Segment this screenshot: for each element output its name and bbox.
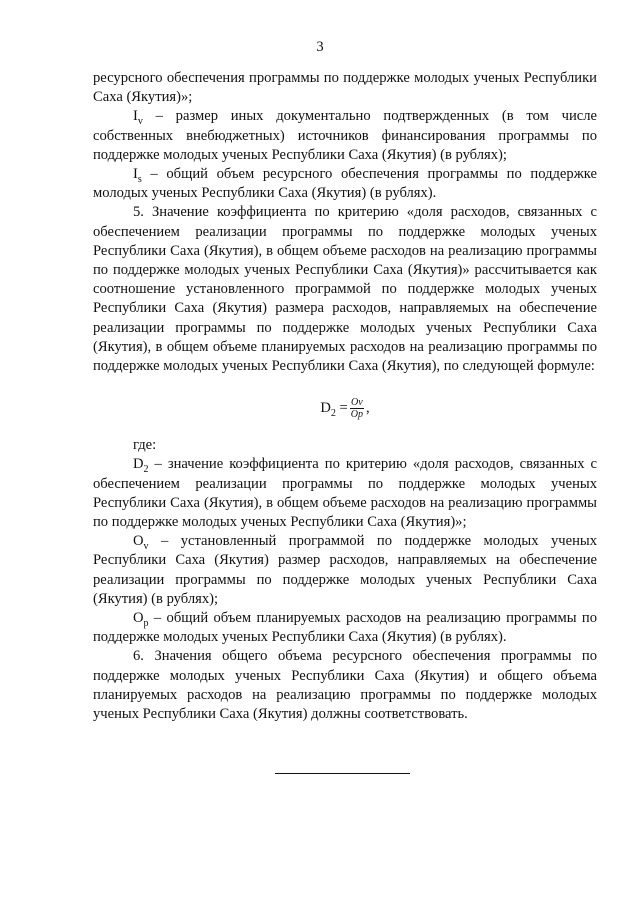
symbol-d: D: [133, 456, 144, 473]
definition-ov: [93, 532, 597, 609]
definition-is-text: – общий объем ресурсного обеспечения программы по поддержке молодых ученых Республики Саха (Якутия) (в рублях).: [93, 166, 597, 202]
page-number: 3: [316, 39, 324, 55]
symbol-o: O: [133, 610, 144, 627]
formula-tail: ,: [366, 400, 370, 417]
end-separator-line: [275, 773, 410, 774]
definition-ov-text: – установленный программой по поддержке молодых ученых Республики Саха (Якутия) размер расходов, направляемых на обеспечение реализации программы по поддержке молодых ученых Республики Саха (Якутия) (в рублях);: [93, 533, 597, 607]
symbol-i: I: [133, 108, 138, 125]
definition-op: [93, 609, 597, 647]
formula-numerator: Ov: [351, 397, 363, 409]
formula-denominator: Op: [350, 409, 363, 421]
paragraph-6: 6. Значения общего объема ресурсного обеспечения программы по поддержке молодых ученых Республики Саха (Якутия) и общего объема планируемых расходов на реализацию программы по поддержке молодых ученых Республики Саха (Якутия) должны соответствовать.: [93, 648, 597, 723]
symbol-o: O: [133, 533, 144, 550]
definition-d2-text: – значение коэффициента по критерию «доля расходов, связанных с обеспечением реализации программы по поддержке молодых ученых Республики Саха (Якутия), в общем объеме расходов на реализацию программы по поддержке молодых ученых Республики Саха (Якутия)»;: [93, 456, 597, 531]
formula-lhs: [320, 399, 347, 418]
definition-op-text: – общий объем планируемых расходов на реализацию программы по поддержке молодых ученых Республики Саха (Якутия) (в рублях).: [93, 610, 597, 646]
definition-is: [93, 165, 597, 203]
subscript-p: p: [143, 617, 149, 629]
subscript-v: v: [143, 541, 149, 553]
formula-symbol-d: D: [320, 400, 331, 417]
formula-fraction: [350, 397, 364, 420]
paragraph-continuation: ресурсного обеспечения программы по поддержке молодых ученых Республики Саха (Якутия)»;: [93, 70, 597, 106]
formula-equals: =: [335, 400, 348, 417]
subscript-s: s: [137, 173, 142, 185]
paragraph-5: 5. Значение коэффициента по критерию «доля расходов, связанных с обеспечением реализации программы по поддержке молодых ученых Республики Саха (Якутия), в общем объеме расходов на реализацию программы по поддержке молодых ученых Республики Саха (Якутия)» рассчитывается как соотношение установленного программой по поддержке молодых ученых Республики Саха (Якутия) размера расходов, направляемых на обеспечение реализации программы по поддержке молодых ученых Республики Саха (Якутия), в общем объеме планируемых расходов на реализацию программы по поддержке молодых ученых Республики Саха (Якутия), по следующей формуле:: [93, 204, 597, 375]
where-label: где:: [133, 437, 157, 454]
definition-iv-text: – размер иных документально подтвержденных (в том числе собственных внебюджетных) источников финансирования программы по поддержке молодых ученых Республики Саха (Якутия) (в рублях);: [93, 108, 597, 163]
subscript-v: v: [137, 116, 143, 128]
document-body: [93, 69, 597, 724]
formula-subscript: 2: [330, 408, 336, 420]
definition-iv: [93, 107, 597, 165]
definition-d2: [93, 455, 597, 532]
formula-d2: [93, 397, 597, 423]
symbol-i: I: [133, 166, 138, 183]
subscript-2: 2: [143, 464, 149, 476]
